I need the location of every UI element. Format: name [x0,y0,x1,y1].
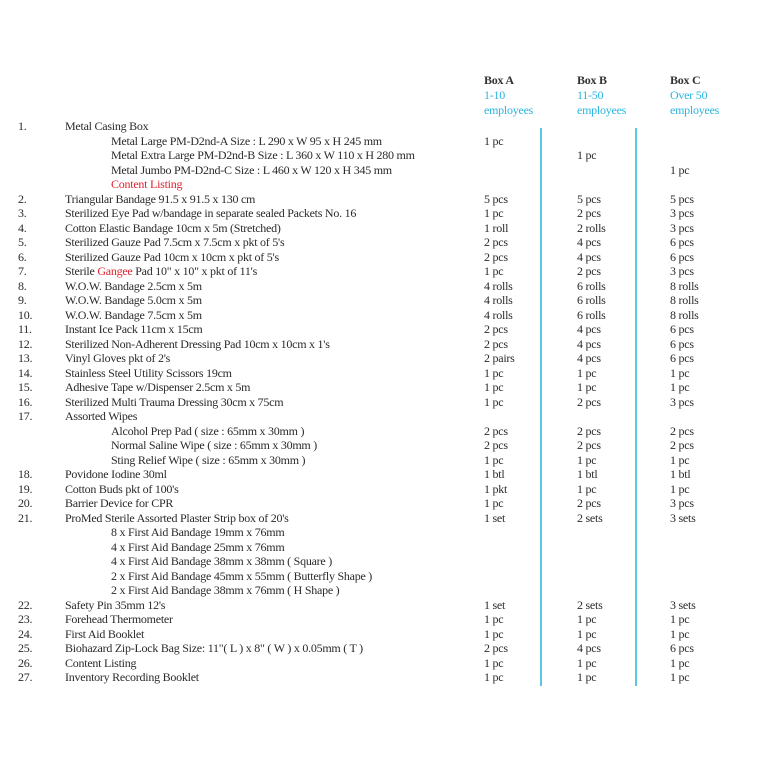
item-text: Forehead Thermometer [65,612,173,626]
sub-item-label [111,540,284,554]
quantity-box-b: 1 pc [577,670,597,684]
item-text: Sterilized Gauze Pad 10cm x 10cm x pkt of 5's [65,249,279,264]
item-text: Content Listing [65,655,137,670]
column-title: Box A [484,73,514,87]
quantity-box-b: 4 pcs [577,641,601,655]
quantity-box-a: 2 pcs [484,641,508,655]
quantity-box-a: 1 pc [484,655,504,670]
quantity-box-b: 1 pc [577,655,597,670]
item-number: 9. [18,293,27,307]
quantity-box-a: 1 pc [484,670,504,684]
quantity-box-b: 1 pc [577,612,597,626]
item-text: Povidone Iodine 30ml [65,467,167,481]
quantity-box-a: 2 pcs [484,336,508,351]
sub-item-label [111,424,304,438]
quantity-box-a: 1 pc [484,365,504,380]
item-number: 6. [18,249,27,264]
item-text: 2 x First Aid Bandage 38mm x 76mm ( H Shape ) [111,583,340,597]
quantity-box-c: 3 sets [670,510,696,525]
item-number: 23. [18,612,33,626]
quantity-box-c: 1 pc [670,612,690,626]
quantity-box-b: 4 pcs [577,336,601,351]
quantity-box-c: 2 pcs [670,438,694,452]
quantity-box-c: 6 pcs [670,336,694,351]
item-label [65,511,289,525]
column-unit: employees [577,103,627,117]
item-label [65,293,202,307]
quantity-box-b: 4 pcs [577,249,601,264]
column-divider [635,128,637,686]
quantity-box-a: 1 pkt [484,481,508,496]
quantity-box-c: 8 rolls [670,293,699,307]
quantity-box-a: 1 pc [484,264,504,278]
sub-item-label [111,134,382,148]
item-label [65,395,283,409]
column-unit: employees [484,103,534,117]
item-number: 25. [18,641,33,655]
quantity-box-a: 1 btl [484,467,505,481]
quantity-box-b: 1 pc [577,452,597,467]
item-text: Safety Pin 35mm 12's [65,597,166,612]
quantity-box-b: 1 pc [577,626,597,641]
quantity-box-b: 1 pc [577,481,597,496]
quantity-box-a: 1 roll [484,220,509,235]
quantity-box-a: 1 set [484,510,506,525]
quantity-box-c: 5 pcs [670,191,694,206]
sub-item-label [111,148,415,162]
sub-item-label [111,438,317,452]
item-label [65,337,330,351]
quantity-box-b: 2 pcs [577,264,601,278]
sub-item-label [111,453,305,467]
quantity-box-a: 5 pcs [484,191,508,206]
item-label [65,482,179,496]
quantity-box-a: 2 pcs [484,423,508,438]
item-number: 22. [18,597,33,612]
item-number: 11. [18,322,32,336]
item-text: Biohazard Zip-Lock Bag Size: 11"( L ) x 8" ( W ) x 0.05mm ( T ) [65,641,363,655]
item-number: 4. [18,220,27,235]
quantity-box-b: 4 pcs [577,322,601,336]
item-text: First Aid Booklet [65,626,145,641]
item-number: 24. [18,626,33,641]
quantity-box-c: 8 rolls [670,307,699,322]
quantity-box-b: 1 pc [577,380,597,394]
item-text: Sting Relief Wipe ( size : 65mm x 30mm ) [111,452,306,467]
item-text: Content Listing [111,177,183,191]
quantity-box-b: 2 pcs [577,394,601,409]
quantity-box-a: 1 pc [484,626,504,641]
item-label [65,235,284,249]
quantity-box-c: 8 rolls [670,278,699,293]
quantity-box-b: 2 pcs [577,206,601,220]
item-label [65,670,199,684]
column-title: Box B [577,73,607,87]
item-text: Adhesive Tape w/Dispenser 2.5cm x 5m [65,380,251,394]
item-number: 8. [18,278,27,293]
quantity-box-a: 1 pc [484,612,504,626]
quantity-box-b: 6 rolls [577,307,606,322]
item-number: 16. [18,394,33,409]
item-number: 13. [18,351,33,365]
item-label [65,119,148,133]
item-label [65,250,279,264]
item-text: Sterilized Gauze Pad 7.5cm x 7.5cm x pkt of 5's [65,235,285,249]
item-text: Normal Saline Wipe ( size : 65mm x 30mm ) [111,438,318,452]
item-text: Sterilized Eye Pad w/bandage in separate sealed Packets No. 16 [65,206,357,220]
quantity-box-a: 1 pc [484,496,504,510]
item-text: Sterile [65,264,98,278]
item-text: W.O.W. Bandage 5.0cm x 5m [65,293,202,307]
item-number: 19. [18,481,33,496]
item-text: Assorted Wipes [65,409,138,423]
item-text: Metal Large PM-D2nd-A Size : L 290 x W 95 x H 245 mm [111,133,382,148]
column-unit: employees [670,103,720,117]
item-number: 27. [18,670,33,684]
item-text: 8 x First Aid Bandage 19mm x 76mm [111,525,285,539]
item-number: 20. [18,496,33,510]
quantity-box-c: 1 pc [670,626,690,641]
item-text: Metal Extra Large PM-D2nd-B Size : L 360 x W 110 x H 280 mm [111,148,415,162]
item-text: Cotton Buds pkt of 100's [65,481,179,496]
item-number: 14. [18,365,33,380]
item-number: 12. [18,336,33,351]
sub-item-label [111,163,392,177]
item-text: Sterilized Non-Adherent Dressing Pad 10cm x 10cm x 1's [65,336,330,351]
sub-item-label [111,177,182,191]
item-label [65,656,136,670]
item-label [65,366,232,380]
column-range: 11-50 [577,88,604,102]
column-range: 1-10 [484,88,505,102]
sub-item-label [111,569,372,583]
quantity-box-a: 2 pcs [484,438,508,452]
quantity-box-c: 3 pcs [670,264,694,278]
quantity-box-c: 6 pcs [670,351,694,365]
item-text: W.O.W. Bandage 7.5cm x 5m [65,307,202,322]
quantity-box-c: 1 pc [670,380,690,394]
quantity-box-a: 1 pc [484,452,504,467]
quantity-box-a: 1 pc [484,380,504,394]
quantity-box-a: 1 pc [484,133,504,148]
quantity-box-b: 2 pcs [577,438,601,452]
quantity-box-a: 1 set [484,597,506,612]
quantity-box-c: 1 pc [670,452,690,467]
quantity-box-b: 6 rolls [577,278,606,293]
item-label [65,380,250,394]
quantity-box-c: 1 pc [670,670,690,684]
item-text: Inventory Recording Booklet [65,670,199,684]
quantity-box-b: 2 pcs [577,496,601,510]
sub-item-label [111,554,332,568]
quantity-box-b: 6 rolls [577,293,606,307]
quantity-box-c: 3 pcs [670,496,694,510]
item-label [65,467,167,481]
item-text: ProMed Sterile Assorted Plaster Strip box of 20's [65,510,289,525]
item-label [65,264,257,278]
item-text: Instant Ice Pack 11cm x 15cm [65,322,203,336]
quantity-box-a: 4 rolls [484,278,513,293]
item-label [65,279,202,293]
quantity-box-a: 2 pcs [484,235,508,249]
quantity-box-b: 2 pcs [577,423,601,438]
item-text: 4 x First Aid Bandage 38mm x 38mm ( Square ) [111,554,332,568]
item-label [65,351,170,365]
quantity-box-a: 4 rolls [484,307,513,322]
column-title: Box C [670,73,701,87]
column-range: Over 50 [670,88,708,102]
quantity-box-c: 3 pcs [670,394,694,409]
item-text: Cotton Elastic Bandage 10cm x 5m (Stretched) [65,220,281,235]
item-number: 26. [18,655,33,670]
column-divider [540,128,542,686]
item-number: 2. [18,191,27,206]
item-label [65,612,173,626]
quantity-box-c: 2 pcs [670,423,694,438]
item-text: 2 x First Aid Bandage 45mm x 55mm ( Butterfly Shape ) [111,568,373,583]
item-text: Stainless Steel Utility Scissors 19cm [65,365,232,380]
item-text: Metal Jumbo PM-D2nd-C Size : L 460 x W 120 x H 345 mm [111,162,392,177]
quantity-box-b: 2 sets [577,597,603,612]
item-label [65,308,202,322]
item-number: 17. [18,409,33,423]
quantity-box-c: 1 btl [670,467,691,481]
item-label [65,192,255,206]
quantity-box-c: 6 pcs [670,322,694,336]
item-text: Pad 10" x 10" x pkt of 11's [132,264,257,278]
quantity-box-c: 6 pcs [670,235,694,249]
item-number: 10. [18,307,33,322]
quantity-box-a: 2 pairs [484,351,515,365]
item-label [65,409,137,423]
quantity-box-a: 1 pc [484,206,504,220]
quantity-box-b: 4 pcs [577,235,601,249]
quantity-box-c: 3 pcs [670,206,694,220]
quantity-box-c: 1 pc [670,162,690,177]
item-number: 7. [18,264,27,278]
quantity-box-b: 1 pc [577,148,597,162]
item-number: 18. [18,467,33,481]
sub-item-label [111,583,339,597]
item-text: Alcohol Prep Pad ( size : 65mm x 30mm ) [111,423,305,438]
item-text: Sterilized Multi Trauma Dressing 30cm x 75cm [65,394,284,409]
quantity-box-c: 1 pc [670,481,690,496]
item-number: 1. [18,119,27,133]
item-text: Triangular Bandage 91.5 x 91.5 x 130 cm [65,191,256,206]
item-text: 4 x First Aid Bandage 25mm x 76mm [111,539,285,554]
quantity-box-c: 6 pcs [670,249,694,264]
item-text: Vinyl Gloves pkt of 2's [65,351,171,365]
quantity-box-a: 2 pcs [484,322,508,336]
item-label [65,206,356,220]
item-label [65,496,173,510]
quantity-box-b: 1 pc [577,365,597,380]
item-highlight: Gangee [97,264,133,278]
item-label [65,598,165,612]
item-number: 3. [18,206,27,220]
item-text: Metal Casing Box [65,119,149,133]
item-label [65,627,144,641]
quantity-box-a: 4 rolls [484,293,513,307]
quantity-box-c: 3 pcs [670,220,694,235]
item-label [65,322,203,336]
quantity-box-b: 4 pcs [577,351,601,365]
item-label [65,221,281,235]
quantity-box-b: 5 pcs [577,191,601,206]
quantity-box-c: 6 pcs [670,641,694,655]
item-number: 21. [18,510,33,525]
quantity-box-a: 1 pc [484,394,504,409]
quantity-box-c: 1 pc [670,365,690,380]
sub-item-label [111,525,284,539]
quantity-box-b: 1 btl [577,467,598,481]
quantity-box-b: 2 sets [577,510,603,525]
quantity-box-c: 1 pc [670,655,690,670]
item-text: Barrier Device for CPR [65,496,174,510]
quantity-box-c: 3 sets [670,597,696,612]
item-number: 5. [18,235,27,249]
item-label [65,641,363,655]
item-number: 15. [18,380,33,394]
quantity-box-a: 2 pcs [484,249,508,264]
item-text: W.O.W. Bandage 2.5cm x 5m [65,278,202,293]
quantity-box-b: 2 rolls [577,220,606,235]
